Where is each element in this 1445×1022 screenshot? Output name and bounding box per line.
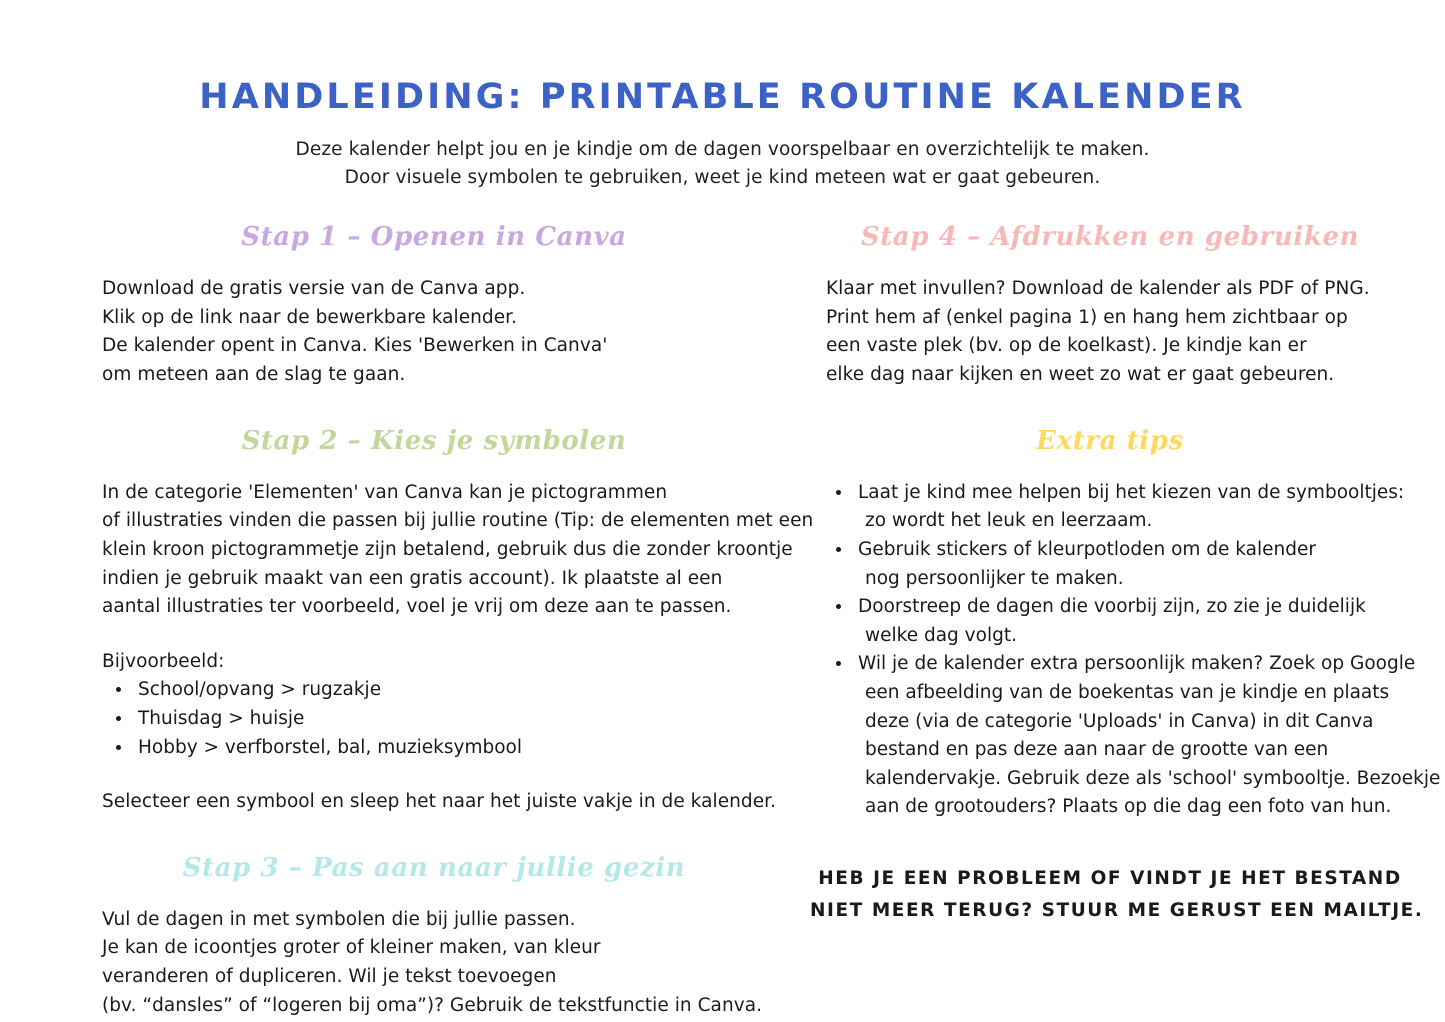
list-item-label: Wil je de kalender extra persoonlijk maken? Zoek op Google: [858, 653, 1416, 675]
document-subtitle: [0, 136, 1445, 192]
list-item: [826, 593, 1410, 650]
footer-line: NIET MEER TERUG? STUUR ME GERUST EEN MAILTJE.: [810, 900, 1424, 921]
section-spacer: [810, 390, 1410, 426]
example-list: [102, 676, 784, 762]
list-item-label: Hobby > verfborstel, bal, muzieksymbool: [138, 736, 523, 758]
bullet-dot-icon: [836, 661, 841, 666]
list-item: [102, 676, 784, 705]
section-heading-extra-tips: Extra tips: [1036, 425, 1184, 456]
subtitle-line: Door visuele symbolen te gebruiken, weet je kind meteen wat er gaat gebeuren.: [344, 166, 1101, 188]
body-line: Vul de dagen in met symbolen die bij jullie passen.: [102, 908, 576, 930]
body-line: indien je gebruik maakt van een gratis account). Ik plaatste al een: [102, 567, 723, 589]
section-step-3: [84, 853, 784, 1021]
list-item-label-cont: aan de grootouders? Plaats op die dag een foto van hun.: [865, 796, 1392, 818]
section-step-2: [84, 425, 814, 817]
body-line: In de categorie 'Elementen' van Canva kan je pictogrammen: [102, 481, 668, 503]
section-body-step-4: [810, 275, 1410, 389]
body-line: De kalender opent in Canva. Kies 'Bewerken in Canva': [102, 335, 608, 357]
body-line: klein kroon pictogrammetje zijn betalend, gebruik dus die zonder kroontje: [102, 538, 793, 560]
list-item-label: Thuisdag > huisje: [138, 707, 305, 729]
body-line: een vaste plek (bv. op de koelkast). Je kindje kan er: [826, 335, 1307, 357]
bullet-dot-icon: [836, 547, 841, 552]
body-line: elke dag naar kijken en weet zo wat er gaat gebeuren.: [826, 363, 1335, 385]
list-item-label: Laat je kind mee helpen bij het kiezen van de symbooltjes:: [858, 481, 1405, 503]
section-spacer: [84, 390, 784, 426]
body-line: Klaar met invullen? Download de kalender als PDF of PNG.: [826, 278, 1370, 300]
body-line: om meteen aan de slag te gaan.: [102, 363, 406, 385]
list-item-label-cont: bestand en pas deze aan naar de grootte van een: [865, 739, 1329, 761]
section-body-extra-tips: [810, 479, 1441, 822]
bullet-dot-icon: [836, 490, 841, 495]
example-label: Bijvoorbeeld:: [102, 650, 225, 672]
left-column: [84, 222, 814, 1020]
list-item-label: Gebruik stickers of kleurpotloden om de kalender: [858, 538, 1317, 560]
list-item: [826, 479, 1410, 536]
section-heading-step-1: Stap 1 – Openen in Canva: [241, 222, 627, 252]
bullet-dot-icon: [836, 604, 841, 609]
body-line: (bv. “dansles” of “logeren bij oma”)? Gebruik de tekstfunctie in Canva.: [102, 994, 763, 1016]
bullet-dot-icon: [116, 716, 121, 721]
footer-line: HEB JE EEN PROBLEEM OF VINDT JE HET BESTAND: [818, 868, 1402, 889]
section-heading-step-3: Stap 3 – Pas aan naar jullie gezin: [182, 852, 686, 883]
section-step-1: [84, 222, 784, 390]
paragraph-spacer: [102, 762, 784, 788]
list-item-label-cont: zo wordt het leuk en leerzaam.: [865, 510, 1153, 532]
body-line: Klik op de link naar de bewerkbare kalender.: [102, 306, 518, 328]
section-body-step-1: [84, 275, 784, 389]
body-line: Selecteer een symbool en sleep het naar het juiste vakje in de kalender.: [102, 791, 777, 813]
list-item: [102, 705, 784, 734]
list-item-label-cont: welke dag volgt.: [865, 624, 1017, 646]
body-line: Print hem af (enkel pagina 1) en hang hem zichtbaar op: [826, 306, 1348, 328]
bullet-dot-icon: [116, 687, 121, 692]
section-body-step-2: [84, 479, 814, 817]
right-column: [810, 222, 1441, 822]
section-heading-step-4: Stap 4 – Afdrukken en gebruiken: [860, 222, 1360, 252]
list-item-label-cont: nog persoonlijker te maken.: [865, 567, 1124, 589]
section-spacer: [84, 817, 784, 853]
list-item: [826, 536, 1410, 593]
section-extra-tips: [810, 425, 1441, 822]
section-step-4: [810, 222, 1410, 390]
footer-contact-note: [810, 863, 1424, 927]
list-item: [826, 650, 1441, 822]
section-body-step-3: [84, 906, 784, 1020]
list-item-label: Doorstreep de dagen die voorbij zijn, zo zie je duidelijk: [858, 596, 1366, 618]
document-header: [0, 78, 1445, 192]
list-item-label: School/opvang > rugzakje: [138, 679, 382, 701]
body-line: Je kan de icoontjes groter of kleiner maken, van kleur: [102, 937, 601, 959]
section-heading-step-2: Stap 2 – Kies je symbolen: [241, 425, 627, 456]
page-title: HANDLEIDING: PRINTABLE ROUTINE KALENDER: [199, 77, 1246, 117]
tips-list: [826, 479, 1441, 822]
list-item: [102, 734, 784, 763]
body-line: aantal illustraties ter voorbeeld, voel je vrij om deze aan te passen.: [102, 596, 732, 618]
subtitle-line: Deze kalender helpt jou en je kindje om de dagen voorspelbaar en overzichtelijk te maken.: [295, 138, 1150, 160]
body-line: of illustraties vinden die passen bij jullie routine (Tip: de elementen met een: [102, 510, 814, 532]
paragraph-spacer: [102, 622, 784, 648]
body-line: Download de gratis versie van de Canva app.: [102, 278, 526, 300]
body-line: veranderen of dupliceren. Wil je tekst toevoegen: [102, 966, 557, 988]
list-item-label-cont: kalendervakje. Gebruik deze als 'school' symbooltje. Bezoekje: [865, 767, 1441, 789]
list-item-label-cont: een afbeelding van de boekentas van je kindje en plaats: [865, 681, 1390, 703]
bullet-dot-icon: [116, 745, 121, 750]
list-item-label-cont: deze (via de categorie 'Uploads' in Canva) in dit Canva: [865, 710, 1374, 732]
